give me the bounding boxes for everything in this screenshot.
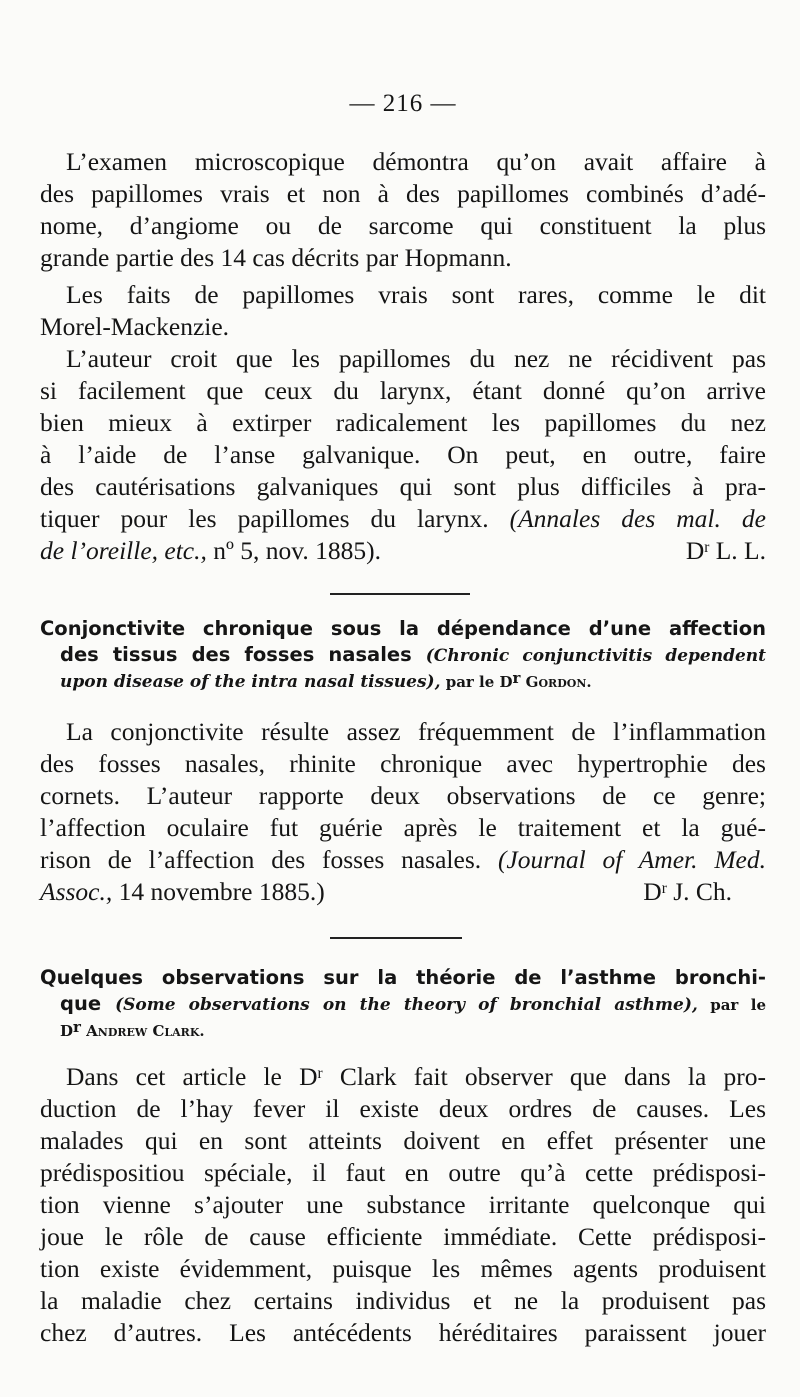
heading-line: [40, 1017, 766, 1043]
text-line: cornets. L’auteur rapporte deux observations de ce genre;: [40, 781, 766, 810]
section-divider: [330, 593, 470, 595]
english-title: (Some observations on the theory of bronchial asthme),: [115, 995, 698, 1015]
citation-italic: (Annales des mal. de: [509, 504, 766, 533]
text-line: [40, 503, 766, 535]
text-line: Les faits de papillomes vrais sont rares, comme le dit: [66, 280, 766, 309]
signature-name: J. Ch.: [666, 877, 732, 906]
line-sup: r: [317, 1064, 323, 1082]
line-text: rison de l’affection des fosses nasales.: [40, 845, 498, 874]
heading-text: que: [60, 992, 116, 1015]
text-line: grande partie des 14 cas décrits par Hopmann.: [40, 243, 512, 272]
signature: [686, 535, 766, 567]
heading-line: [40, 668, 766, 694]
text-line: tion existe évidemment, puisque les mêmes agents produisent: [40, 1254, 766, 1283]
english-title: upon disease of the intra nasal tissues),: [60, 672, 441, 692]
author-name: Gordon.: [520, 673, 592, 691]
signature-prefix: D: [685, 536, 705, 565]
text-line: joue le rôle de cause efficiente immédiate. Cette prédisposi-: [40, 1222, 766, 1251]
text-line: nome, d’angiome ou de sarcome qui constituent la plus: [40, 211, 766, 240]
signature-prefix: D: [643, 877, 662, 906]
text-line: bien mieux à extirper radicalement les papillomes du nez: [40, 408, 766, 437]
citation-italic: Assoc.,: [40, 877, 113, 906]
text-line: des fosses nasales, rhinite chronique avec hypertrophie des: [40, 749, 766, 778]
text-line: si facilement que ceux du larynx, étant donné qu’on arrive: [40, 376, 766, 405]
text-line: chez d’autres. Les antécédents héréditaires paraissent jouer: [40, 1318, 766, 1347]
line-text: tiquer pour les papillomes du larynx.: [40, 504, 510, 533]
text-line: malades qui en sont atteints doivent en effet présenter une: [40, 1126, 766, 1155]
byline-prefix: D: [60, 1022, 74, 1040]
byline-par: par le D: [440, 673, 513, 691]
text-line: [40, 844, 766, 876]
byline-par: par le: [697, 996, 767, 1014]
text-line: [40, 535, 766, 567]
text-line: la maladie chez certains individus et ne la produisent pas: [40, 1286, 766, 1315]
text-line: [40, 876, 766, 908]
text-line: l’affection oculaire fut guérie après le traitement et la gué-: [40, 813, 766, 842]
heading-text: des tissus des fosses nasales: [60, 643, 426, 666]
paragraph-author-opinion: [40, 343, 766, 567]
signature: [643, 876, 732, 908]
text-line: des papillomes vrais et non à des papillomes combinés d’adé-: [40, 179, 766, 208]
text-line: La conjonctivite résulte assez fréquemment de l’inflammation: [66, 717, 766, 746]
signature-sup: r: [704, 538, 710, 556]
byline-sup: r: [512, 669, 521, 687]
citation-text: nº 5, nov. 1885).: [206, 536, 381, 565]
paragraph-microscopic-exam: [40, 146, 766, 274]
page-number: — 216 —: [349, 90, 457, 117]
citation-italic: (Journal of Amer. Med.: [497, 845, 766, 874]
text-line: L’examen microscopique démontra qu’on avait affaire à: [66, 147, 766, 176]
heading-line: Conjonctivite chronique sous la dépendance d’une affection: [40, 617, 766, 640]
heading-line: [40, 642, 766, 668]
article-body-asthma: [40, 1061, 766, 1349]
citation-italic: de l’oreille, etc.,: [40, 536, 207, 565]
heading-line: Quelques observations sur la théorie de l’asthme bronchi-: [40, 966, 766, 989]
line-text: Clark fait observer que dans la pro-: [322, 1062, 766, 1091]
citation-text: 14 novembre 1885.): [112, 877, 325, 906]
article-heading-conjunctivitis: [40, 616, 766, 694]
paragraph-true-papillomas: [40, 279, 766, 343]
text-line: à l’aide de l’anse galvanique. On peut, en outre, faire: [40, 440, 766, 469]
article-heading-asthma: [40, 965, 766, 1043]
signature-sup: r: [661, 879, 667, 897]
text-line: duction de l’hay fever il existe deux ordres de causes. Les: [40, 1094, 766, 1123]
byline-sup: r: [73, 1018, 81, 1036]
text-line: prédispositiou spéciale, il faut en outre qu’à cette prédisposi-: [40, 1158, 766, 1187]
text-line: [40, 1061, 766, 1093]
heading-line: [40, 991, 766, 1017]
text-line: des cautérisations galvaniques qui sont plus difficiles à pra-: [40, 472, 766, 501]
text-line: tion vienne s’ajouter une substance irritante quelconque qui: [40, 1190, 766, 1219]
author-name: Andrew Clark.: [80, 1022, 205, 1040]
english-title: (Chronic conjunctivitis dependent: [425, 646, 766, 666]
article-body-conjunctivitis: [40, 716, 766, 908]
text-line: L’auteur croit que les papillomes du nez ne récidivent pas: [66, 344, 766, 373]
line-text: Dans cet article le D: [66, 1062, 318, 1091]
text-line: Morel-Mackenzie.: [40, 312, 230, 341]
section-divider: [330, 937, 462, 939]
signature-name: L. L.: [709, 536, 766, 565]
